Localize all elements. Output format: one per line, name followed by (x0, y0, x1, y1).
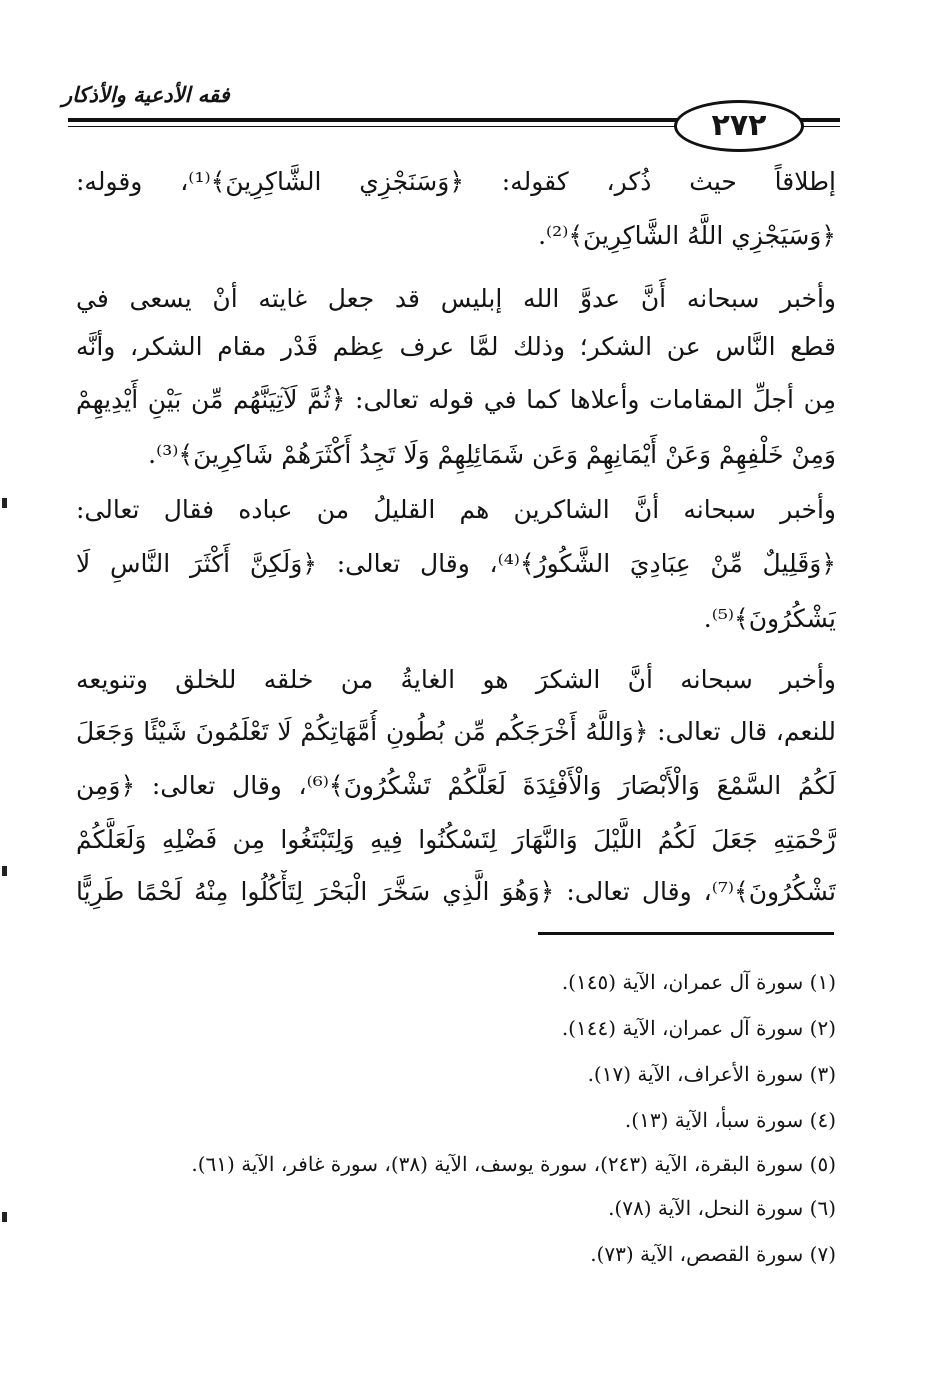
body-line-7: وأخبر سبحانه أنَّ الشاكرين هم القليلُ من عباده فقال تعالى: (76, 495, 836, 524)
scan-edge-mark (2, 866, 7, 876)
body-line-2: ﴿وَسَيَجْزِي اللَّهُ الشَّاكِرِينَ﴾⁽²⁾. (538, 221, 836, 250)
footnote-4: (٤) سورة سبأ، الآية (١٣). (624, 1108, 836, 1132)
body-line-4: قطع النَّاس عن الشكر؛ وذلك لمَّا عرف عِظم قَدْر مقام الشكر، وأنَّه (76, 332, 836, 361)
footnote-2: (٢) سورة آل عمران، الآية (١٤٤). (561, 1016, 836, 1040)
body-line-12: لَكُمُ السَّمْعَ وَالْأَبْصَارَ وَالْأَفْئِدَةَ لَعَلَّكُمْ تَشْكُرُونَ﴾⁽⁶⁾، وقال تعالى: ﴿وَمِن (76, 771, 836, 800)
footnote-1: (١) سورة آل عمران، الآية (١٤٥). (561, 970, 836, 994)
footnote-separator (538, 932, 834, 935)
footnote-3: (٣) سورة الأعراف، الآية (١٧). (587, 1062, 836, 1086)
body-line-11: للنعم، قال تعالى: ﴿وَاللَّهُ أَخْرَجَكُم مِّن بُطُونِ أُمَّهَاتِكُمْ لَا تَعْلَمُونَ شَيْئًا وَجَعَلَ (76, 717, 836, 746)
body-line-9: يَشْكُرُونَ﴾⁽⁵⁾. (703, 604, 836, 633)
footnote-7: (٧) سورة القصص، الآية (٧٣). (590, 1242, 836, 1266)
scan-edge-mark (2, 1212, 7, 1222)
running-header-title: فقه الأدعية والأذكار (62, 82, 230, 107)
body-line-1: إطلاقاً حيث ذُكر، كقوله: ﴿وَسَنَجْزِي الشَّاكِرِينَ﴾⁽¹⁾، وقوله: (76, 167, 836, 196)
body-line-14: تَشْكُرُونَ﴾⁽⁷⁾، وقال تعالى: ﴿وَهُوَ الَّذِي سَخَّرَ الْبَحْرَ لِتَأْكُلُوا مِنْهُ لَحْمًا طَرِيًّا (76, 877, 836, 906)
body-line-13: رَّحْمَتِهِ جَعَلَ لَكُمُ اللَّيْلَ وَالنَّهَارَ لِتَسْكُنُوا فِيهِ وَلِتَبْتَغُوا مِن فَضْلِهِ وَلَعَلَّكُمْ (76, 825, 836, 854)
body-line-5: مِن أجلِّ المقامات وأعلاها كما في قوله تعالى: ﴿ثُمَّ لَآتِيَنَّهُم مِّن بَيْنِ أَيْدِيهِمْ (76, 385, 836, 414)
body-line-8: ﴿وَقَلِيلٌ مِّنْ عِبَادِيَ الشَّكُورُ﴾⁽⁴⁾، وقال تعالى: ﴿وَلَكِنَّ أَكْثَرَ النَّاسِ لَا (76, 549, 836, 578)
footnote-5: (٥) سورة البقرة، الآية (٢٤٣)، سورة يوسف، الآية (٣٨)، سورة غافر، الآية (٦١). (191, 1152, 836, 1176)
body-line-10: وأخبر سبحانه أنَّ الشكرَ هو الغايةُ من خلقه للخلق وتنويعه (76, 665, 836, 694)
scan-edge-mark (2, 498, 7, 508)
body-line-6: وَمِنْ خَلْفِهِمْ وَعَنْ أَيْمَانِهِمْ وَعَن شَمَائِلِهِمْ وَلَا تَجِدُ أَكْثَرَهُمْ شَاكِرِينَ﴾⁽³⁾. (148, 440, 836, 469)
footnote-6: (٦) سورة النحل، الآية (٧٨). (608, 1196, 836, 1220)
body-line-3: وأخبر سبحانه أَنَّ عدوَّ الله إبليس قد جعل غايته أنْ يسعى في (76, 284, 836, 313)
page-number: ٢٧٢ (674, 100, 804, 152)
